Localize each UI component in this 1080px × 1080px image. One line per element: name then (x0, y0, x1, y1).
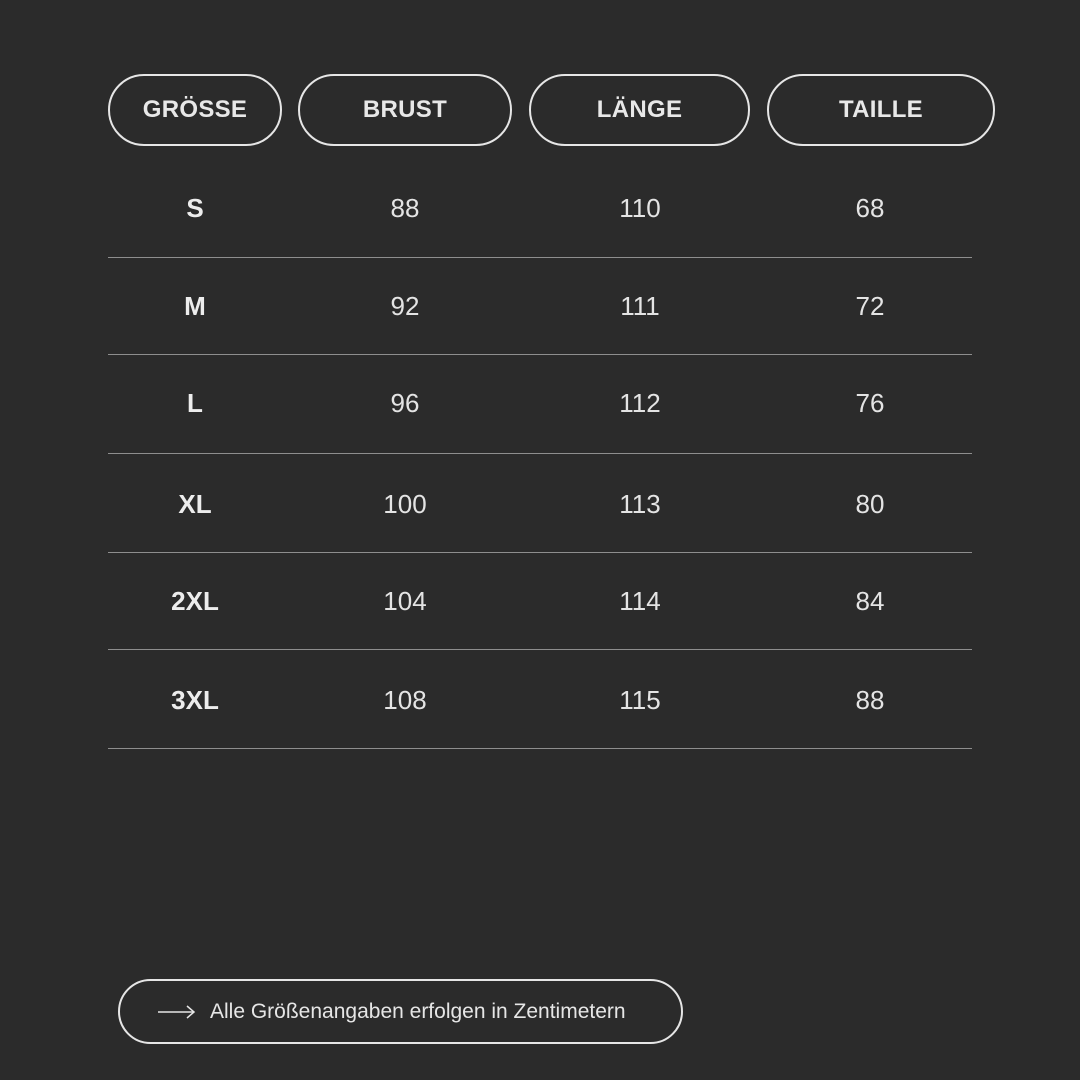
column-header-brust: BRUST (298, 74, 512, 146)
laenge-cell: 113 (619, 489, 661, 519)
table-row (0, 383, 1080, 423)
brust-cell: 88 (390, 193, 420, 223)
arrow-right-icon (158, 1004, 196, 1020)
brust-cell: 104 (383, 586, 427, 616)
units-note (118, 979, 683, 1044)
table-row (0, 680, 1080, 720)
taille-cell: 88 (855, 685, 885, 715)
row-divider (108, 552, 972, 553)
table-row (0, 286, 1080, 326)
laenge-cell: 110 (619, 193, 661, 223)
size-cell: S (186, 193, 204, 223)
table-row (0, 188, 1080, 228)
taille-cell: 72 (855, 291, 885, 321)
table-row (0, 581, 1080, 621)
column-header-laenge: LÄNGE (529, 74, 750, 146)
row-divider (108, 649, 972, 650)
row-divider (108, 453, 972, 454)
size-cell: 3XL (171, 685, 219, 715)
row-divider (108, 354, 972, 355)
column-header-taille: TAILLE (767, 74, 995, 146)
taille-cell: 80 (855, 489, 885, 519)
size-cell: XL (178, 489, 212, 519)
taille-cell: 84 (855, 586, 885, 616)
size-cell: 2XL (171, 586, 219, 616)
laenge-cell: 112 (619, 388, 661, 418)
brust-cell: 100 (383, 489, 427, 519)
brust-cell: 92 (390, 291, 420, 321)
laenge-cell: 114 (619, 586, 661, 616)
table-row (0, 484, 1080, 524)
row-divider (108, 748, 972, 749)
brust-cell: 108 (383, 685, 427, 715)
column-header-groesse: GRÖSSE (108, 74, 282, 146)
row-divider (108, 257, 972, 258)
taille-cell: 68 (855, 193, 885, 223)
laenge-cell: 111 (620, 291, 660, 321)
size-cell: L (187, 388, 203, 418)
size-cell: M (184, 291, 206, 321)
laenge-cell: 115 (619, 685, 661, 715)
brust-cell: 96 (390, 388, 420, 418)
taille-cell: 76 (855, 388, 885, 418)
units-note-text: Alle Größenangaben erfolgen in Zentimetern (210, 1000, 626, 1023)
